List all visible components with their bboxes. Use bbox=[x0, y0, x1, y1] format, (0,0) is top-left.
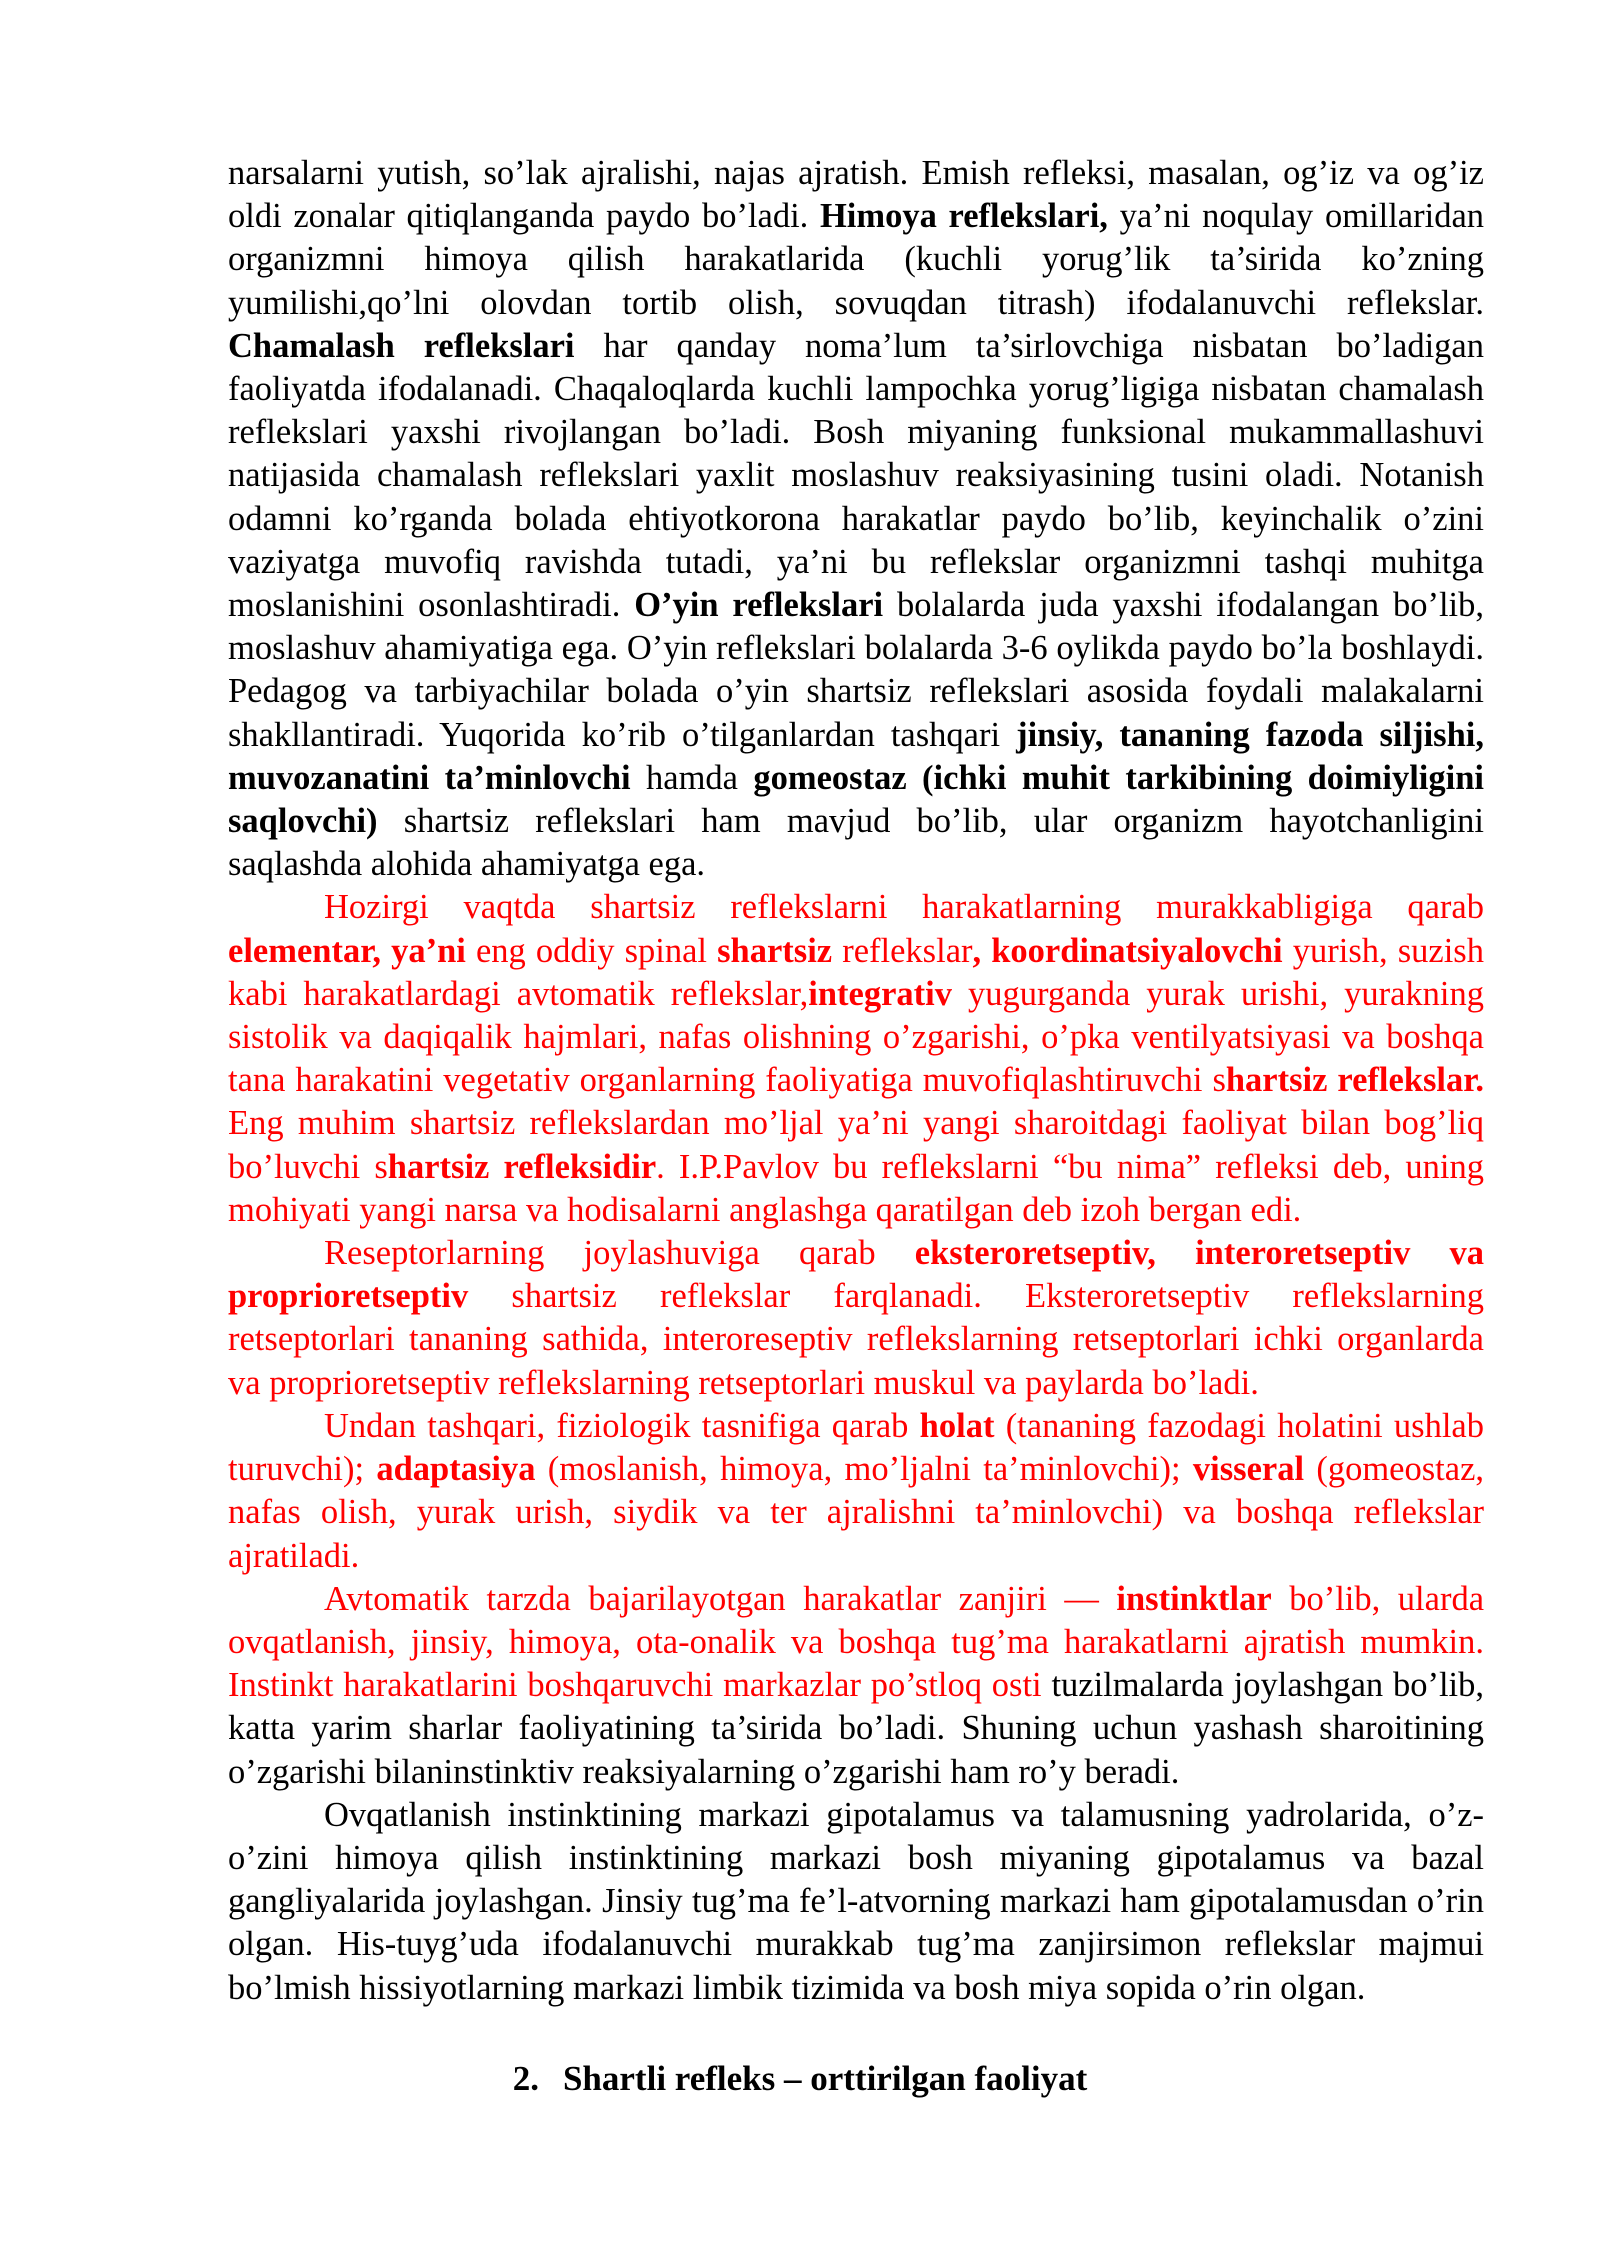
text-run: Ovqatlanish instinktining markazi gipotalamus va talamusning yadrolarida, o’z-o’zini himoya qilish instinktining markazi bosh miyaning gipotalamus va bazal gangliyalarida joylashgan. Jinsiy tug’ma fe’l-atvorning markazi ham gipotalamusdan o’rin olgan. His-tuyg’uda ifodalanuvchi murakkab tug’ma zanjirsimon reflekslar majmui bo’lmish hissiyotlarning markazi limbik tizimida va bosh miya sopida o’rin olgan. bbox=[228, 1795, 1484, 2007]
text-run: ya’ni noqulay omillaridan organizmni himoya qilish harakatlarida (kuchli yorug’lik ta’sirida ko’zning yumilishi,qo’lni olovdan tortib olish, sovuqdan titrash) ifodalanuvchi reflekslar. bbox=[228, 197, 1485, 322]
text-run: narsalarni yutish, so’lak ajralishi, najas ajratish. Emish refleksi, masalan, og’iz va og’iz oldi zonalar qitiqlanganda paydo bo’ladi. bbox=[228, 154, 1484, 236]
bold-text-run: visseral bbox=[1192, 1450, 1305, 1489]
bold-text-run: Chamalash reflekslari bbox=[228, 326, 575, 365]
bold-text-run: holat bbox=[919, 1406, 995, 1445]
text-run: Undan tashqari, fiziologik tasnifiga qarab bbox=[324, 1406, 920, 1445]
text-run: shartsiz reflekslari ham mavjud bo’lib, ular organizm hayotchanligini saqlashda alohida ahamiyatga ega. bbox=[228, 802, 1484, 884]
bold-text-run: jinsiy, tananing fazoda siljishi, muvozanatini ta’minlovchi bbox=[228, 715, 1484, 797]
paragraph bbox=[228, 1578, 1484, 1794]
text-run: yurish, suzish kabi harakatlardagi avtomatik reflekslar, bbox=[228, 931, 1484, 1013]
bold-text-run: Himoya reflekslari, bbox=[819, 197, 1108, 236]
bold-text-run: adaptasiya bbox=[376, 1450, 536, 1489]
bold-text-run: gomeostaz (ichki muhit tarkibining doimiyligini saqlovchi) bbox=[228, 758, 1484, 841]
body-text bbox=[228, 152, 1484, 2010]
text-run: tuzilmalarda joylashgan bo’lib, katta yarim sharlar faoliyatining ta’sirida bo’ladi. Shuning uchun yashash sharoitining o’zgarishi bilaninstinktiv reaksiyalarning o’zgarishi ham ro’y beradi. bbox=[228, 1666, 1484, 1791]
section-heading bbox=[0, 2057, 1600, 2101]
bold-text-run: hartsiz refleksidir bbox=[387, 1147, 657, 1186]
paragraph bbox=[228, 152, 1484, 886]
text-run: eng oddiy spinal bbox=[465, 931, 718, 970]
bold-text-run: elementar, ya’ni bbox=[228, 931, 466, 970]
paragraph bbox=[228, 1405, 1484, 1578]
text-run: Hozirgi vaqtda shartsiz reflekslarni harakatlarning murakkabligiga qarab bbox=[324, 888, 1484, 927]
text-run: yugurganda yurak urishi, yurakning sistolik va daqiqalik hajmlari, nafas olishning o’zgarishi, o’pka ventilyatsiyasi va boshqa tana harakatini vegetativ organlarning faoliyatiga muvofiqlashtiruvchi s bbox=[228, 974, 1485, 1100]
text-run: bolalarda juda yaxshi ifodalangan bo’lib, moslashuv ahamiyatiga ega. O’yin reflekslari bolalarda 3-6 oylikda paydo bo’la boshlaydi. Pedagog va tarbiyachilar bolada o’yin shartsiz reflekslari asosida foydali malakalarni shakllantiradi. Yuqorida ko’rib o’tilganlardan tashqari bbox=[228, 586, 1484, 754]
text-run: reflekslar bbox=[832, 931, 973, 970]
text-run: shartsiz reflekslar farqlanadi. Eksteroretseptiv reflekslarning retseptorlari tananing sathida, interoreseptiv reflekslarning retseptorlari ichki organlarda va proprioretseptiv reflekslarning retseptorlari muskul va paylarda bo’ladi. bbox=[228, 1277, 1484, 1402]
text-run: bo’lib, ularda ovqatlanish, jinsiy, himoya, ota-onalik va boshqa tug’ma harakatlarni ajratish mumkin. Instinkt harakatlarini boshqaruvchi markazlar po’stloq osti bbox=[228, 1579, 1485, 1705]
bold-text-run: , koordinatsiyalovchi bbox=[972, 931, 1283, 970]
text-run: Avtomatik tarzda bajarilayotgan harakatlar zanjiri — bbox=[324, 1579, 1117, 1618]
text-run: hamda bbox=[630, 758, 754, 797]
paragraph bbox=[228, 1232, 1484, 1405]
text-run: (tananing fazodagi holatini ushlab turuvchi); bbox=[228, 1406, 1484, 1489]
bold-text-run: integrativ bbox=[808, 974, 952, 1013]
text-run: Eng muhim shartsiz reflekslardan mo’ljal ya’ni yangi sharoitdagi faoliyat bilan bog’liq bo’luvchi s bbox=[228, 1104, 1484, 1186]
bold-text-run: O’yin reflekslari bbox=[634, 586, 884, 625]
section-number: 2. bbox=[512, 2059, 539, 2098]
paragraph bbox=[228, 886, 1484, 1232]
text-run: Reseptorlarning joylashuviga qarab bbox=[324, 1234, 915, 1273]
section-title: Shartli refleks – orttirilgan faoliyat bbox=[562, 2059, 1088, 2098]
bold-text-run: hartsiz reflekslar. bbox=[1225, 1061, 1484, 1100]
text-run: . I.P.Pavlov bu reflekslarni “bu nima” refleksi deb, uning mohiyati yangi narsa va hodisalarni anglashga qaratilgan deb izoh bergan edi. bbox=[228, 1147, 1484, 1229]
bold-text-run: instinktlar bbox=[1116, 1579, 1272, 1618]
bold-text-run: shartsiz bbox=[717, 931, 833, 970]
text-run: har qanday noma’lum ta’sirlovchiga nisbatan bo’ladigan faoliyatda ifodalanadi. Chaqaloqlarda kuchli lampochka yorug’ligiga nisbatan chamalash reflekslari yaxshi rivojlangan bo’ladi. Bosh miyaning funksional mukammallashuvi natijasida chamalash reflekslari yaxlit moslashuv reaksiyasining tusini oladi. Notanish odamni ko’rganda bolada ehtiyotkorona harakatlar paydo bo’lib, keyinchalik o’zini vaziyatga muvofiq ravishda tutadi, ya’ni bu reflekslar organizmni tashqi muhitga moslanishini osonlashtiradi. bbox=[228, 326, 1484, 625]
text-run: (gomeostaz, nafas olish, yurak urish, siydik va ter ajralishni ta’minlovchi) va boshqa reflekslar ajratiladi. bbox=[228, 1450, 1485, 1575]
bold-text-run: eksteroretseptiv, interoretseptiv va proprioretseptiv bbox=[228, 1234, 1484, 1316]
paragraph bbox=[228, 1794, 1484, 2010]
text-run: (moslanish, himoya, mo’ljalni ta’minlovchi); bbox=[535, 1450, 1193, 1489]
